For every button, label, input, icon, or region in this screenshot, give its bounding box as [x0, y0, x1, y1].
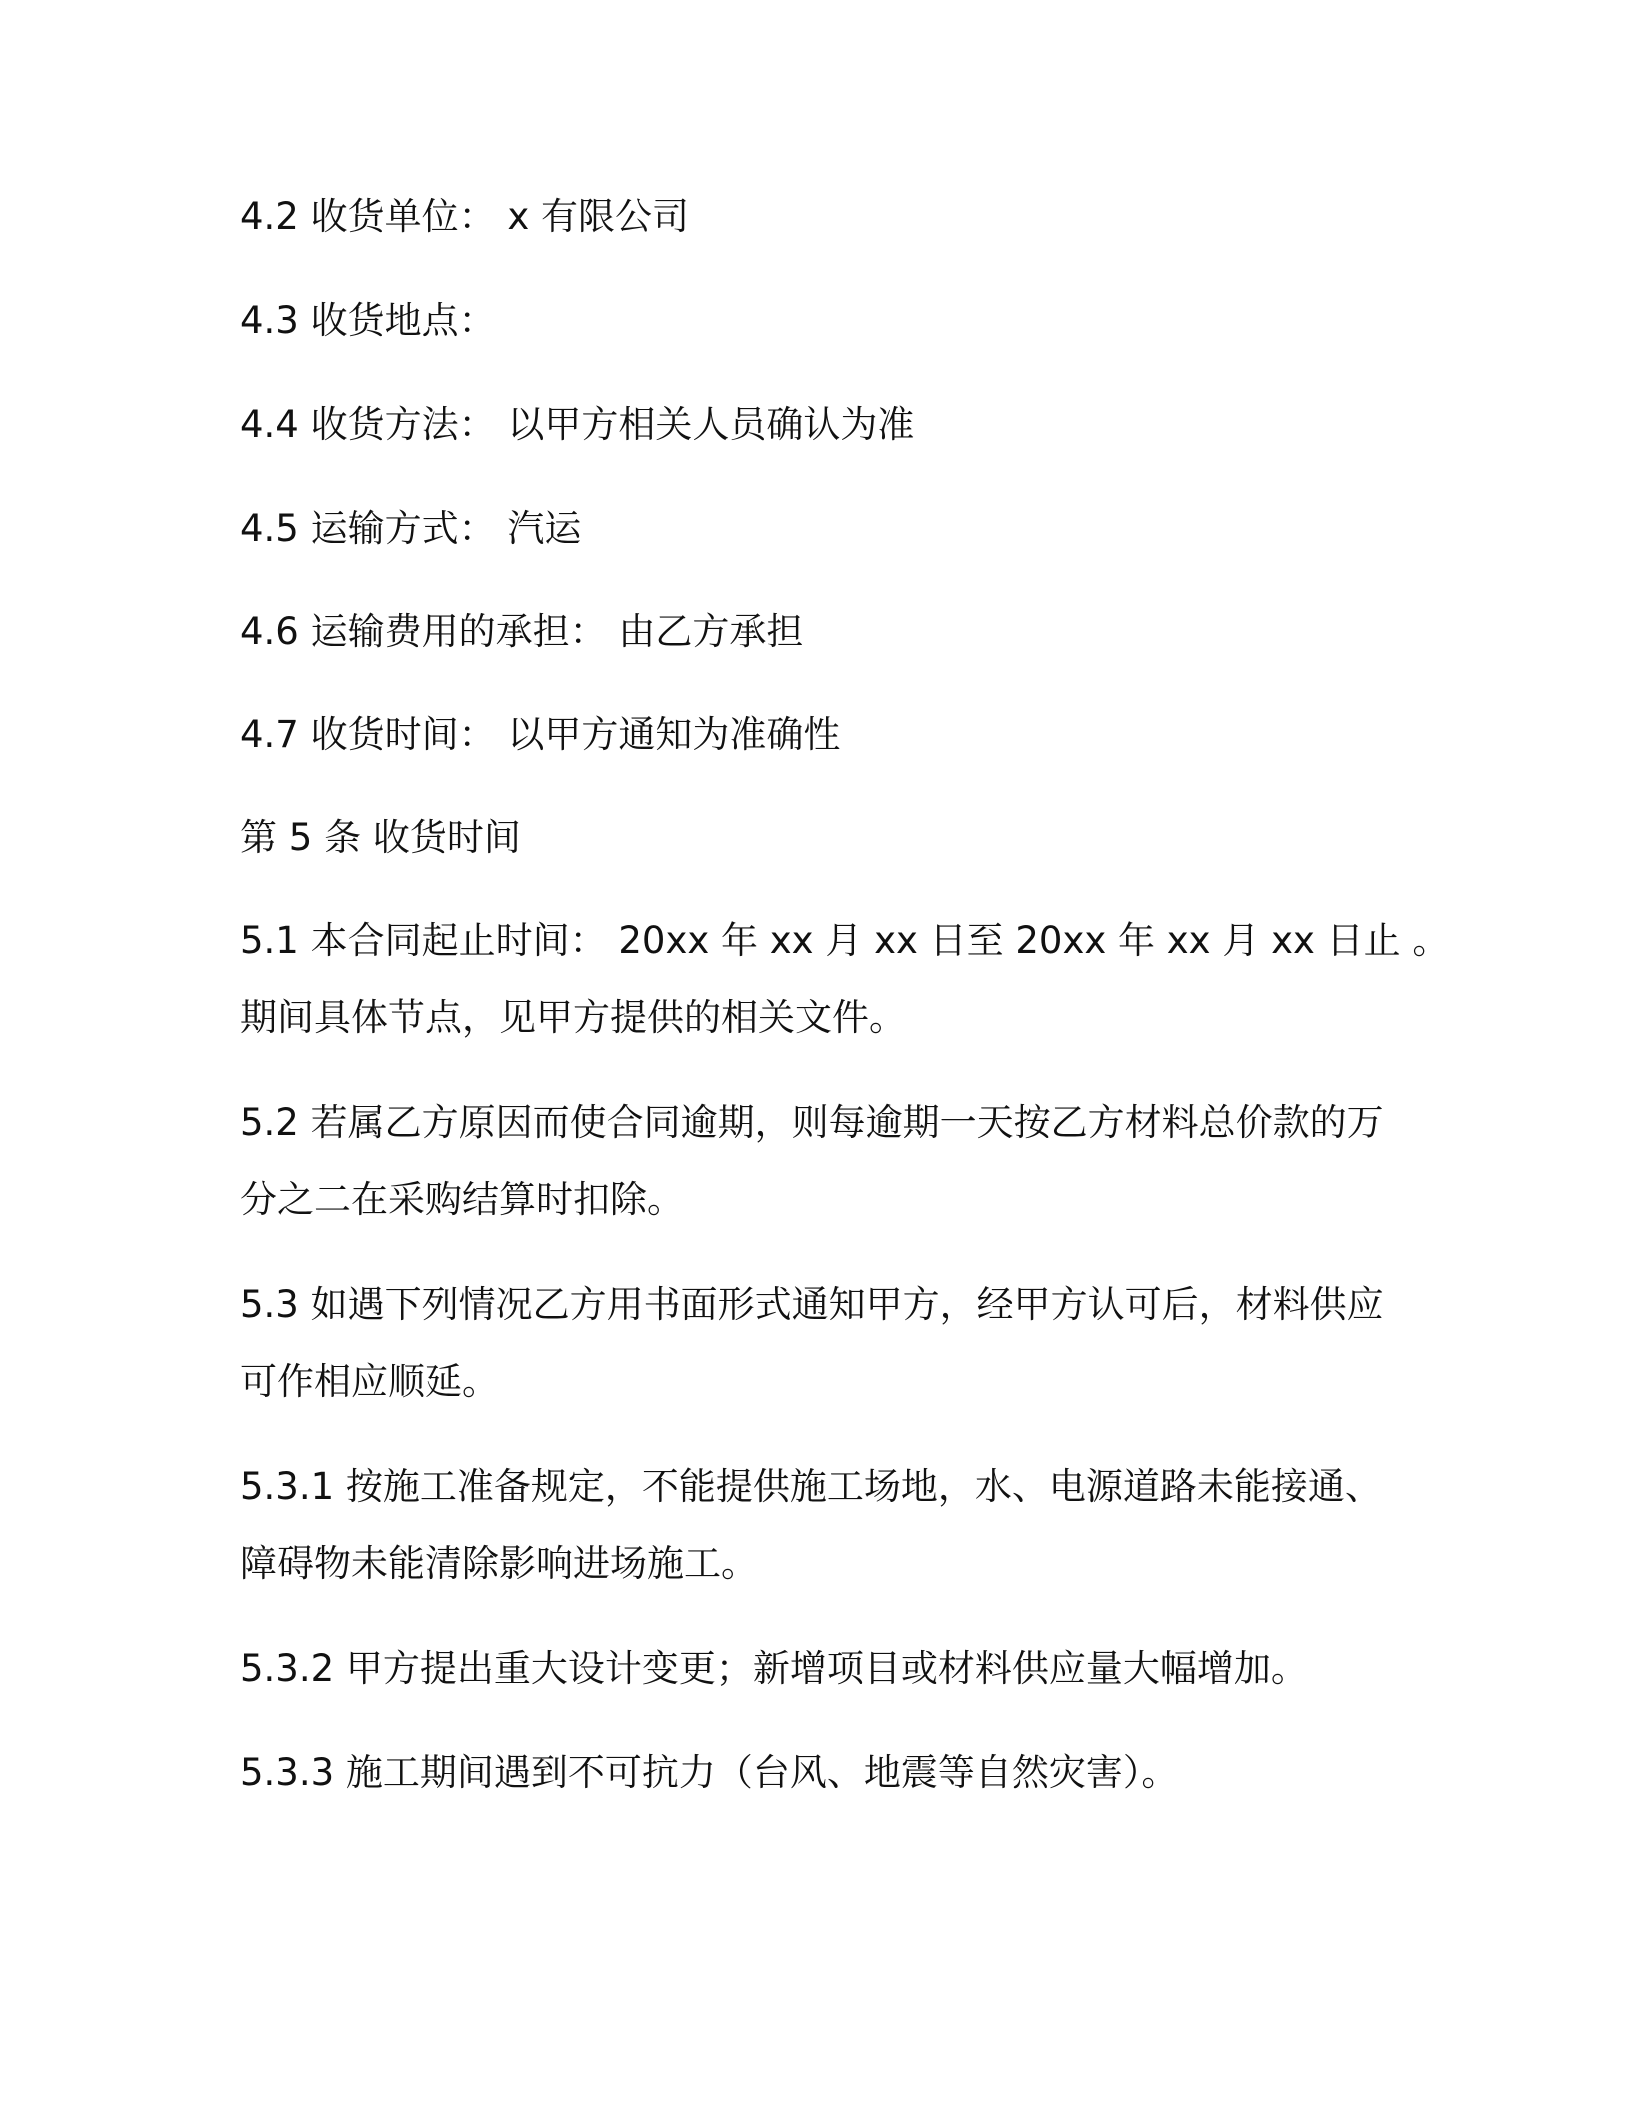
- line-4-7: 4.7 收货时间： 以甲方通知为准确性: [240, 713, 841, 756]
- line-5-3-1-cont: 障碍物未能清除影响进场施工。: [240, 1542, 758, 1585]
- line-4-2: 4.2 收货单位： x 有限公司: [240, 195, 690, 238]
- line-5-3-1: 5.3.1 按施工准备规定，不能提供施工场地，水、电源道路未能接通、: [240, 1465, 1382, 1508]
- line-5-3-2: 5.3.2 甲方提出重大设计变更；新增项目或材料供应量大幅增加。: [240, 1647, 1308, 1690]
- line-5-3-3: 5.3.3 施工期间遇到不可抗力（台风、地震等自然灾害）。: [240, 1751, 1179, 1794]
- line-5-3: 5.3 如遇下列情况乙方用书面形式通知甲方，经甲方认可后，材料供应: [240, 1283, 1384, 1326]
- line-5-2: 5.2 若属乙方原因而使合同逾期，则每逾期一天按乙方材料总价款的万: [240, 1101, 1384, 1144]
- line-5-3-cont: 可作相应顺延。: [240, 1360, 499, 1403]
- line-5-1: 5.1 本合同起止时间： 20xx 年 xx 月 xx 日至 20xx 年 xx 月 xx 日止 。: [240, 919, 1450, 962]
- line-4-6: 4.6 运输费用的承担： 由乙方承担: [240, 610, 804, 653]
- section-5-heading: 第 5 条 收货时间: [240, 816, 521, 859]
- line-4-4: 4.4 收货方法： 以甲方相关人员确认为准: [240, 403, 915, 446]
- line-5-2-cont: 分之二在采购结算时扣除。: [240, 1178, 684, 1221]
- line-4-3: 4.3 收货地点：: [240, 299, 496, 342]
- line-5-1-cont: 期间具体节点，见甲方提供的相关文件。: [240, 996, 906, 1039]
- line-4-5: 4.5 运输方式： 汽运: [240, 507, 582, 550]
